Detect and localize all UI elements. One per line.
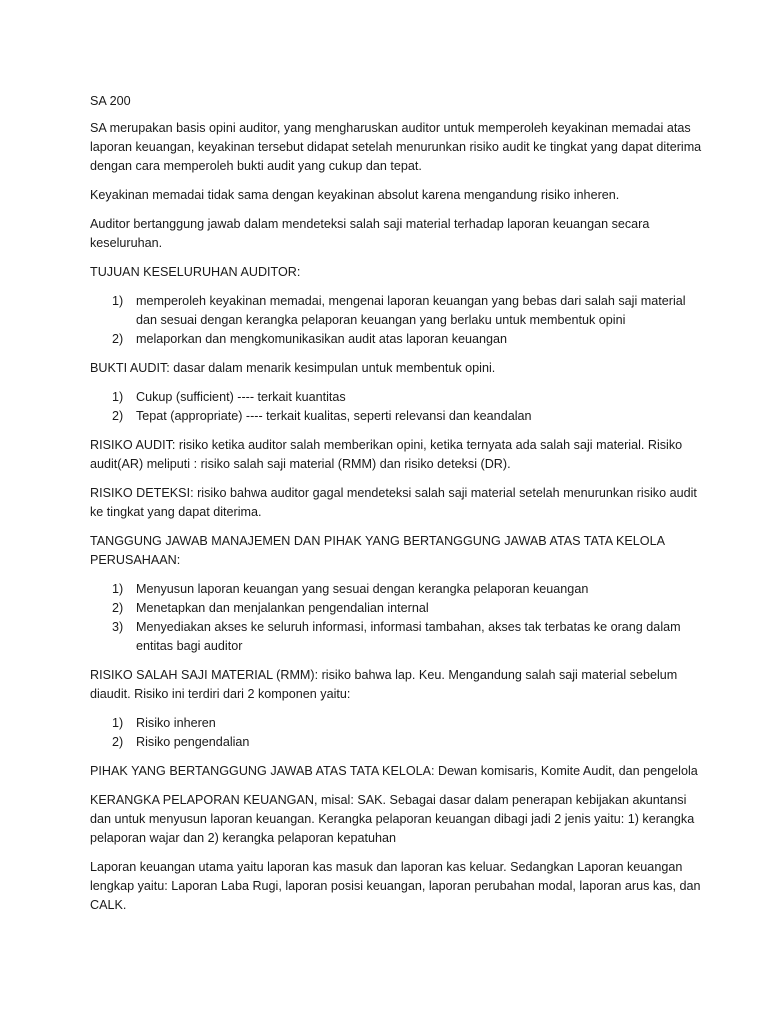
list-item: 1) Menyusun laporan keuangan yang sesuai dengan kerangka pelaporan keuangan bbox=[112, 582, 589, 596]
paragraph-pihak: PIHAK YANG BERTANGGUNG JAWAB ATAS TATA KELOLA: Dewan komisaris, Komite Audit, dan pengelola bbox=[90, 764, 698, 778]
paragraph-sa-definition: SA merupakan basis opini auditor, yang mengharuskan auditor untuk memperoleh keyakinan memadai atas laporan keuangan, keyakinan tersebut didapat setelah menurunkan risiko audit ke tingkat yang dapat diterima dengan cara memperoleh bukti audit yang cukup dan tepat. bbox=[90, 121, 702, 173]
list-item: 1) memperoleh keyakinan memadai, mengenai laporan keuangan yang bebas dari salah saji material dan sesuai dengan kerangka pelaporan keuangan yang berlaku untuk membentuk opini bbox=[112, 294, 686, 327]
list-item: 1) Cukup (sufficient) ---- terkait kuantitas bbox=[112, 390, 346, 404]
heading-tanggung-jawab: TANGGUNG JAWAB MANAJEMEN DAN PIHAK YANG BERTANGGUNG JAWAB ATAS TATA KELOLA PERUSAHAAN: bbox=[90, 534, 665, 567]
document-title: SA 200 bbox=[90, 94, 131, 108]
paragraph-risiko-audit: RISIKO AUDIT: risiko ketika auditor salah memberikan opini, ketika ternyata ada salah saji material. Risiko audit(AR) meliputi : risiko salah saji material (RMM) dan risiko deteksi (DR). bbox=[90, 438, 683, 471]
list-tujuan bbox=[90, 292, 708, 349]
list-bukti bbox=[90, 388, 708, 426]
paragraph-auditor-responsibility: Auditor bertanggung jawab dalam mendeteksi salah saji material terhadap laporan keuangan secara keseluruhan. bbox=[90, 217, 650, 250]
list-item: 2) Tepat (appropriate) ---- terkait kualitas, seperti relevansi dan keandalan bbox=[112, 409, 532, 423]
paragraph-keyakinan: Keyakinan memadai tidak sama dengan keyakinan absolut karena mengandung risiko inheren. bbox=[90, 188, 620, 202]
heading-tujuan: TUJUAN KESELURUHAN AUDITOR: bbox=[90, 265, 301, 279]
list-item: 2) Risiko pengendalian bbox=[112, 735, 250, 749]
list-item: 2) melaporkan dan mengkomunikasikan audit atas laporan keuangan bbox=[112, 332, 508, 346]
paragraph-risiko-deteksi: RISIKO DETEKSI: risiko bahwa auditor gagal mendeteksi salah saji material setelah menurunkan risiko audit ke tingkat yang dapat diterima. bbox=[90, 486, 697, 519]
paragraph-bukti-audit: BUKTI AUDIT: dasar dalam menarik kesimpulan untuk membentuk opini. bbox=[90, 361, 496, 375]
list-tanggung-jawab bbox=[90, 580, 708, 656]
paragraph-kerangka: KERANGKA PELAPORAN KEUANGAN, misal: SAK. Sebagai dasar dalam penerapan kebijakan akuntansi dan untuk menyusun laporan keuangan. Kerangka pelaporan keuangan dibagi jadi 2 jenis yaitu: 1) kerangka pelaporan wajar dan 2) kerangka pelaporan kepatuhan bbox=[90, 793, 695, 845]
list-item: 3) Menyediakan akses ke seluruh informasi, informasi tambahan, akses tak terbatas ke orang dalam entitas bagi auditor bbox=[112, 620, 681, 653]
list-rmm bbox=[90, 714, 708, 752]
paragraph-rmm: RISIKO SALAH SAJI MATERIAL (RMM): risiko bahwa lap. Keu. Mengandung salah saji material sebelum diaudit. Risiko ini terdiri dari 2 komponen yaitu: bbox=[90, 668, 678, 701]
paragraph-laporan: Laporan keuangan utama yaitu laporan kas masuk dan laporan kas keluar. Sedangkan Laporan keuangan lengkap yaitu: Laporan Laba Rugi, laporan posisi keuangan, laporan perubahan modal, laporan arus kas, dan CALK. bbox=[90, 860, 701, 912]
list-item: 2) Menetapkan dan menjalankan pengendalian internal bbox=[112, 601, 429, 615]
list-item: 1) Risiko inheren bbox=[112, 716, 216, 730]
